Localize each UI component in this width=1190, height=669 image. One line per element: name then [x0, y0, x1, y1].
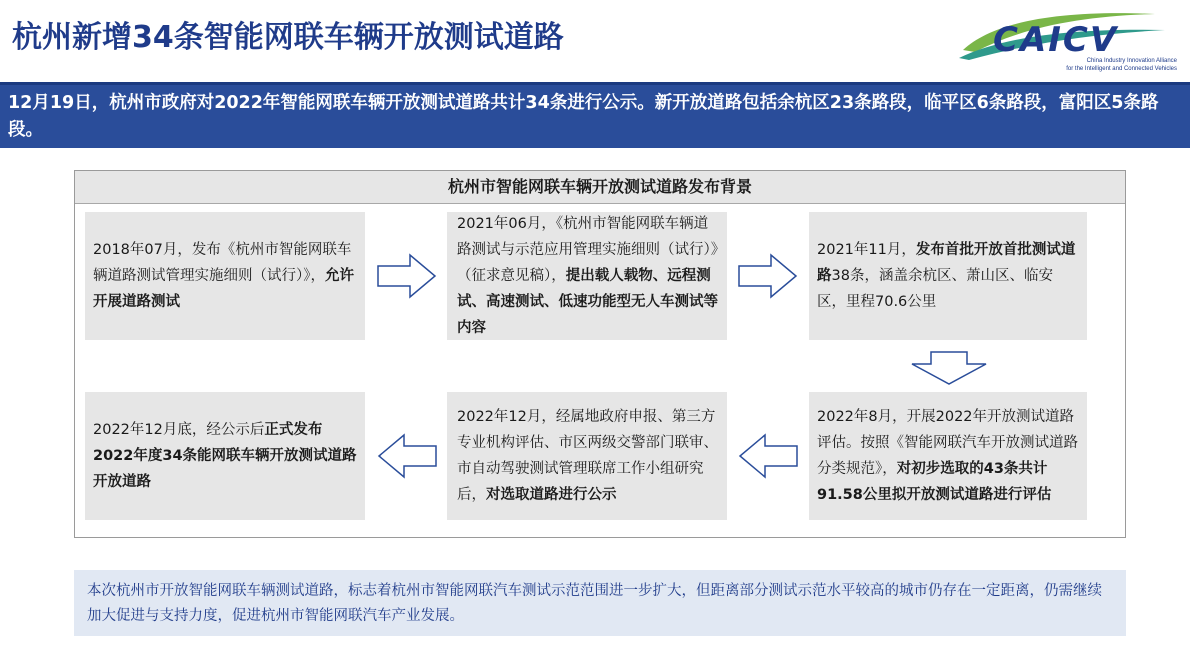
step-text: 38条，涵盖余杭区、萧山区、临安区，里程70.6公里: [817, 268, 1053, 310]
caicv-logo: [955, 6, 1183, 76]
logo-subtitle-2: for the Intelligent and Connected Vehicles: [1066, 66, 1177, 72]
step-highlight: 提出载人载物、远程测试、高速测试、低速功能型无人车测试等内容: [457, 268, 718, 336]
step-text: 2022年12月，经属地政府申报、第三方专业机构评估、市区两级交警部门联审、市自动驾驶测试管理联席工作小组研究后，: [457, 409, 718, 503]
logo-wordmark: CAICV: [993, 20, 1119, 60]
summary-text: 12月19日，杭州市政府对2022年智能网联车辆开放测试道路共计34条进行公示。新开放道路包括余杭区23条路段，临平区6条路段，富阳区5条路段。: [8, 93, 1159, 140]
step-box-2022-12: [447, 392, 727, 520]
step-box-2022-08: [809, 392, 1087, 520]
conclusion-panel: [74, 570, 1126, 636]
right-arrow-icon: [376, 252, 438, 300]
down-arrow-icon: [909, 350, 989, 386]
right-arrow-icon: [737, 252, 799, 300]
logo-subtitle-1: China Industry Innovation Alliance: [1086, 58, 1177, 64]
step-box-2021-11: [809, 212, 1087, 340]
step-text: 2021年11月，: [817, 242, 916, 258]
step-box-2021-06: [447, 212, 727, 340]
step-highlight: 对选取道路进行公示: [486, 487, 617, 503]
step-text: 2022年12月底，经公示后: [93, 422, 265, 438]
step-text: 2022年8月，开展2022年开放测试道路评估。按照《智能网联汽车开放测试道路分类规范》，: [817, 409, 1078, 477]
summary-banner: [0, 82, 1190, 148]
step-box-2022-12-end: [85, 392, 365, 520]
step-box-2018-07: [85, 212, 365, 340]
page-title: 杭州新增34条智能网联车辆开放测试道路: [12, 20, 564, 55]
step-highlight: 发布首批开放首批测试道路: [817, 242, 1076, 284]
step-text: 2018年07月，发布《杭州市智能网联车辆道路测试管理实施细则（试行）》，: [93, 242, 352, 284]
step-highlight: 允许开展道路测试: [93, 268, 354, 310]
step-text: 2021年06月，《杭州市智能网联车辆道路测试与示范应用管理实施细则（试行）》（征求意见稿），: [457, 216, 718, 284]
left-arrow-icon: [737, 432, 799, 480]
step-highlight: 对初步选取的43条共计91.58公里拟开放测试道路进行评估: [817, 461, 1052, 503]
step-highlight: 正式发布2022年度34条能网联车辆开放测试道路开放道路: [93, 422, 357, 490]
left-arrow-icon: [376, 432, 438, 480]
conclusion-text: 本次杭州市开放智能网联车辆测试道路，标志着杭州市智能网联汽车测试示范范围进一步扩大，但距离部分测试示范水平较高的城市仍存在一定距离，仍需继续加大促进与支持力度，促进杭州市智能网联汽车产业发展。: [87, 583, 1102, 624]
diagram-heading: 杭州市智能网联车辆开放测试道路发布背景: [75, 171, 1125, 204]
